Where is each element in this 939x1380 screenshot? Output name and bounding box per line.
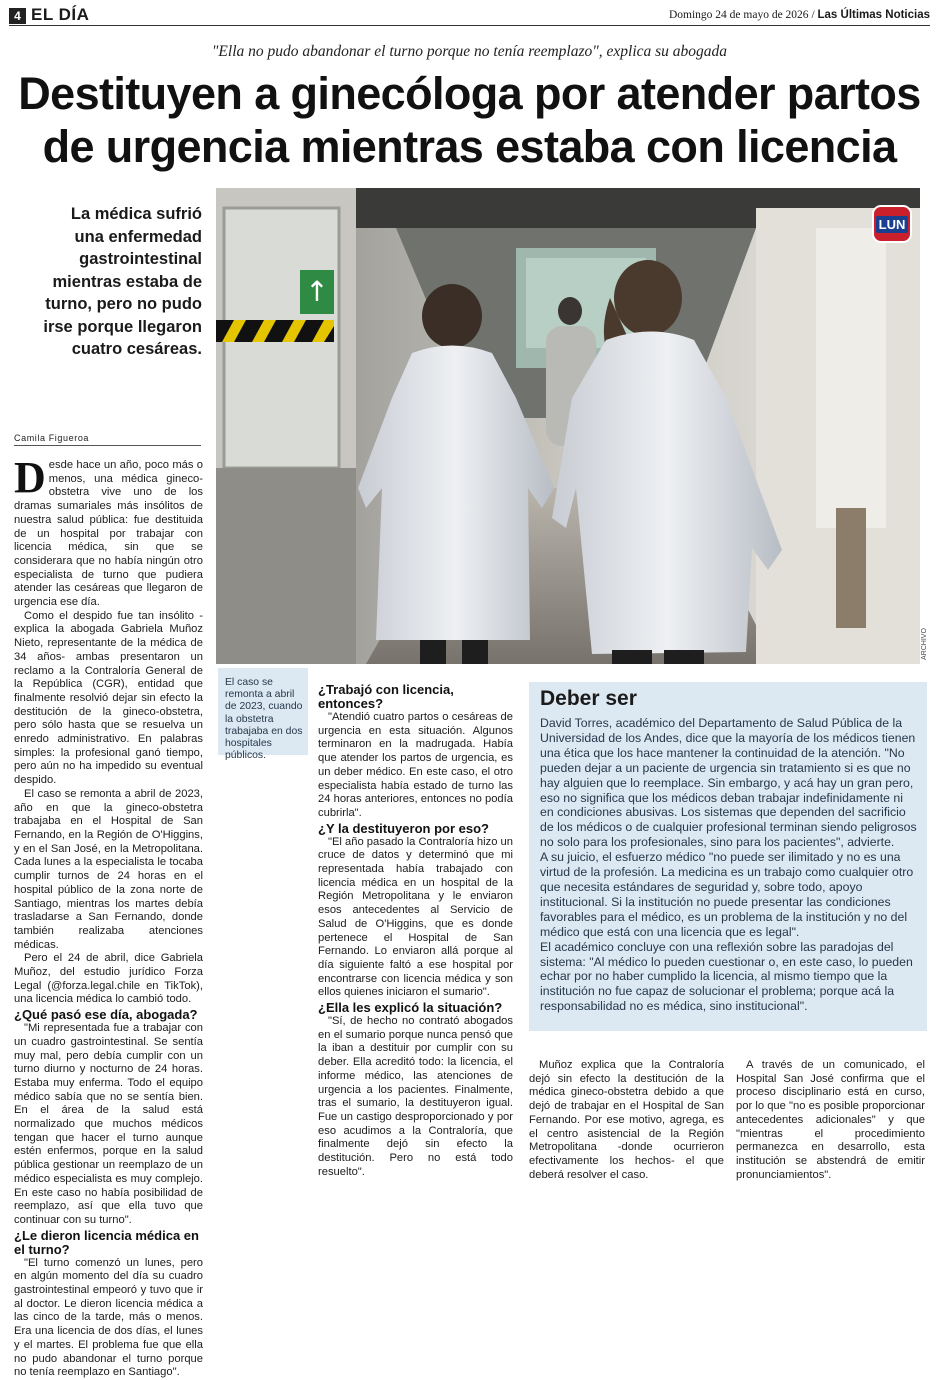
header-rule [9, 25, 930, 26]
sidebar-title: Deber ser [540, 687, 637, 710]
interview-question: ¿Trabajó con licencia, entonces? [318, 682, 454, 711]
pull-quote: El caso se remonta a abril de 2023, cuando la obstetra trabajaba en dos hospitales públicos. [225, 677, 303, 762]
article-paragraph [14, 453, 203, 610]
drop-cap: D [14, 453, 46, 502]
article-paragraph: Muñoz explica que la Contraloría dejó sin efecto la destitución de la médica gineco-obstetra debido a que dejó de trabajar en el Hospital de San Fernando. Por ese motivo, agrega, es el centro asistencial de la Región Metropolitana -donde ocurrieron efectivamente los hechos- el que deberá resolver el caso. [529, 1059, 724, 1181]
issue-date: Domingo 24 de mayo de 2026 [668, 9, 809, 21]
interview-answer: "Atendió cuatro partos o cesáreas de urgencia en esta situación. Algunos terminaron en la madrugada. Había que atender los partos de urgencia, es un deber médico. En este caso, el otro especialista había estado de turno las 24 horas anteriores, entonces no podía cubrirla". [318, 711, 513, 819]
sidebar-paragraph: El académico concluye con una reflexión sobre las paradojas del sistema: "Al médico lo pueden cuestionar o, en este caso, lo pueden echar por no haber cumplido la licencia, al mismo tiempo que la institución no fue capaz de solucionar el problema; porque acá la responsabilidad no es médica, sino institucional". [540, 939, 913, 1014]
interview-answer: "Sí, de hecho no contrató abogados en el sumario porque nunca pensó que la iban a destituir por cumplir con su deber. Ella acreditó todo: la licencia, el informe médico, las atenciones de urgencia a los pacientes. Finalmente, tras el sumario, la destituyeron igual. Fue un castigo desproporcionado y por eso acudimos a la Contraloría, que finalmente dejó sin efecto la destitución. Pero no está todo resuelto". [318, 1015, 513, 1178]
header-separator: / [811, 9, 815, 21]
exit-arrow-icon: ↑ [305, 275, 329, 308]
article-paragraph: Como el despido fue tan insólito -explica la abogada Gabriela Muñoz Nieto, representante de la médica de 34 años- ambas presentaron un reclamo a la Contraloría General de la República (CGR), entidad que finalmente resolvió dejar sin efecto la destitución de la gineco-obstetra, pero sólo hasta que se resuelva un enredo administrativo. En palabras simples: la profesional ganó tiempo, pero aún no ha impedido su eventual despido. [14, 609, 203, 787]
article-column-4 [736, 1059, 925, 1192]
interview-question: ¿Ella les explicó la situación? [318, 1000, 503, 1016]
photo-illustration [216, 188, 920, 664]
sidebar-paragraph: David Torres, académico del Departamento de Salud Pública de la Universidad de los Andes, dice que la mayoría de los médicos tienen una ética que los hace mantener la continuidad de la atención. "No pueden dejar a un paciente de urgencia sin tratamiento si es que no hay alguien que lo reemplace. Sin embargo, y acá hay un gran pero, eso no significa que los médicos deban trabajar indefinidamente ni en condiciones abusivas. Los sistemas que dependen del sacrificio de los médicos o de cualquier profesional terminan siendo peligrosos no solo para los profesionales, sino para los pacientes", advierte. [540, 716, 917, 850]
sidebar-box [529, 682, 927, 1031]
kicker-quote: "Ella no pudo abandonar el turno porque no tenía reemplazo", explica su abogada [211, 43, 728, 60]
newspaper-name: Las Últimas Noticias [817, 9, 930, 21]
interview-answer: "Mi representada fue a trabajar con un cuadro gastrointestinal. Se sentía muy mal, pero debía cumplir con un turno diurno y nocturno de 24 horas. Estaba muy enferma. Todo el equipo médico sabía que no se sentía bien. En el área de la salud está normalizado que muchos médicos tengan que hacer el turno aunque estén enfermos, porque en la salud pública gestionar un reemplazo de un médico especialista es muy complejo. En este caso no había posibilidad de reemplazo, así que ella tuvo que continuar con su turno". [14, 1022, 203, 1226]
sidebar-paragraph: A su juicio, el esfuerzo médico "no puede ser ilimitado y no es una virtud de la profesión. La medicina es un trabajo como cualquier otro que necesita estándares de seguridad y, sobre todo, apoyo institucional. Si la institución no puede presentar las condiciones favorables para el médico, es un problema de la institución y no del médico que está con una licencia que es legal". [540, 850, 914, 939]
interview-answer: "El turno comenzó un lunes, pero en algún momento del día su cuadro gastrointestinal empeoró y tuvo que ir al doctor. Le dieron licencia médica a las cinco de la tarde, más o menos. Era una licencia de dos días, el lunes y el martes. El problema fue que ella no pudo abandonar el turno porque no tenía reemplazo en Santiago". [14, 1256, 203, 1379]
lun-logo [872, 205, 912, 243]
article-column-3 [529, 1059, 724, 1192]
page-number: 4 [9, 8, 26, 24]
article-column-1 [14, 453, 203, 1379]
article-paragraph: El caso se remonta a abril de 2023, año en que la gineco-obstetra trabajaba en el Hospital de San Fernando, en la Región de O'Higgins, y en el San José, en la Metropolitana. Cada lunes a la especialista le tocaba cumplir turnos de 24 horas en el hospital público de la zona norte de Santiago, mientras los martes debía trasladarse a San Fernando, donde también realizaba atenciones médicas. [14, 787, 203, 951]
header-meta [669, 9, 930, 21]
interview-question: ¿Le dieron licencia médica en el turno? [14, 1227, 199, 1257]
byline-rule [14, 445, 201, 446]
section-title: EL DÍA [31, 5, 90, 24]
pull-quote-box [218, 668, 308, 762]
sidebar-body [540, 716, 918, 1014]
subhead: La médica sufrió una enfermedad gastrointestinal mientras estaba de turno, pero no pudo irse porque llegaron cuatro cesáreas. [43, 205, 202, 358]
byline: Camila Figueroa [14, 433, 90, 443]
article-lead: esde hace un año, poco más o menos, una médica gineco-obstetra vive uno de los dramas sumariales más insólitos de nuestra salud pública: fue destituida de un hospital por trabajar con licencia médica, sin que se considerara que no había ningún otro especialista de turno que pudiera atender las cesáreas que llegaron de urgencia ese día. [14, 459, 203, 609]
photo-credit: ARCHIVO [921, 628, 928, 660]
interview-question: ¿Y la destituyeron por eso? [318, 820, 489, 836]
article-paragraph: A través de un comunicado, el Hospital San José confirma que el proceso disciplinario está en curso, por lo que "no es posible proporcionar antecedentes adicionales" y que "mientras el procedimiento permanezca en desarrollo, esta institución se abstendrá de emitir pronunciamientos". [736, 1059, 925, 1181]
article-column-2 [318, 682, 513, 1192]
article-paragraph: Pero el 24 de abril, dice Gabriela Muñoz, del estudio jurídico Forza Legal (@forza.legal.chile en TikTok), una licencia médica lo cambió todo. [14, 952, 203, 1006]
interview-question: ¿Qué pasó ese día, abogada? [14, 1007, 198, 1023]
lun-logo-text: LUN [876, 216, 909, 233]
interview-answer: "El año pasado la Contraloría hizo un cruce de datos y determinó que mi representada había trabajado con licencia médica en un hospital de la Región Metropolitana y le enviaron esos antecedentes al Servicio de Salud de O'Higgins, que es donde pertenece el Hospital de San Fernando. Lo enviaron allá porque al día siguiente faltó a ese hospital por encontrarse con licencia médica y son ellos quienes iniciaron el sumario". [318, 835, 513, 999]
hospital-corridor-photo [216, 188, 920, 664]
headline: Destituyen a ginecóloga por atender partos de urgencia mientras estaba con licencia [18, 68, 921, 172]
